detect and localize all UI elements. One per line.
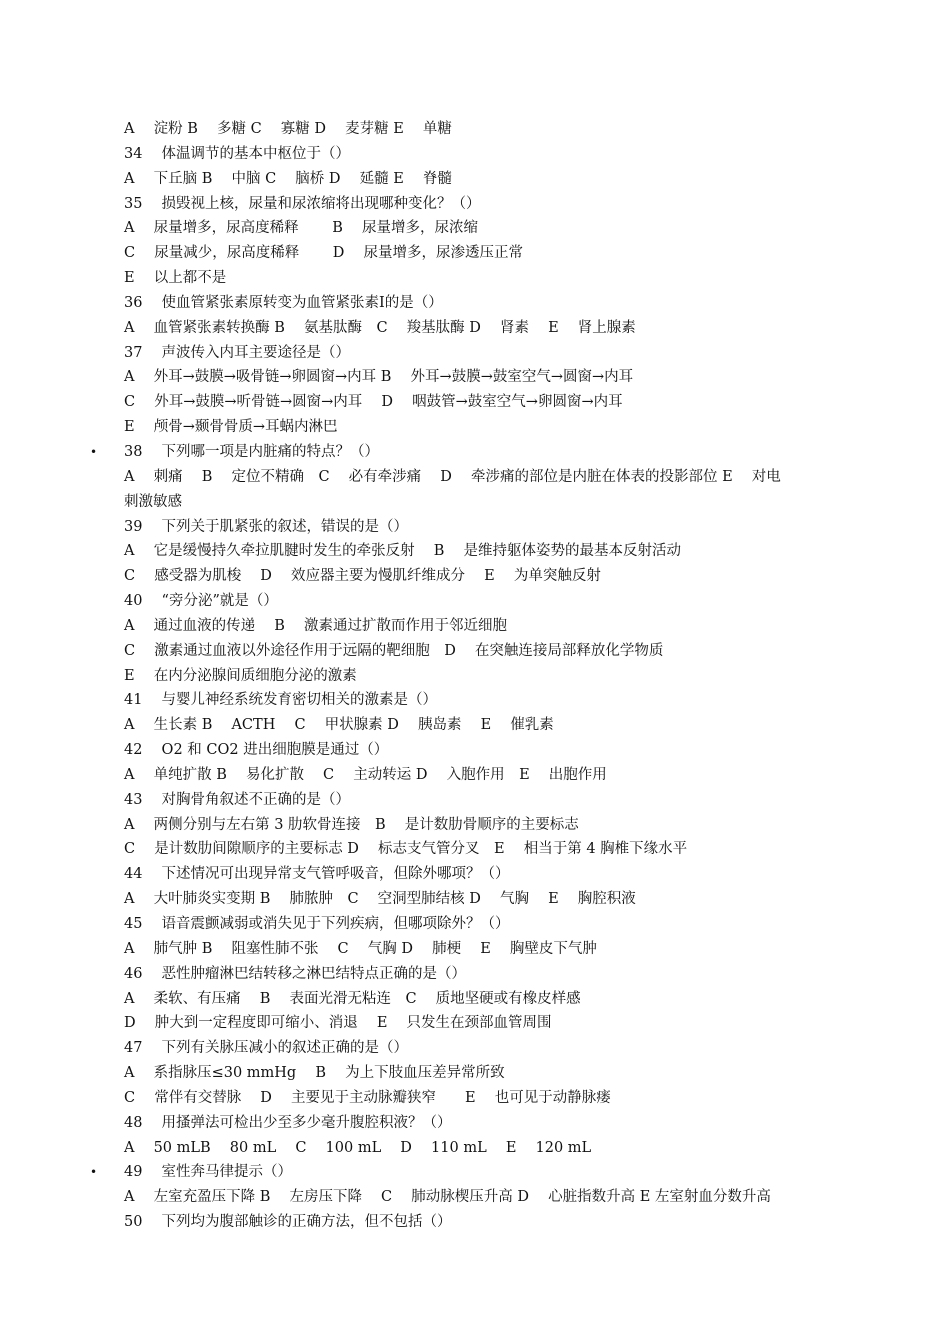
text-line [0,738,950,763]
text-line [0,117,950,142]
text-line [0,266,950,291]
line-text: C 激素通过血液以外途径作用于远隔的靶细胞 D 在突触连接局部释放化学物质 [124,642,664,659]
text-line [0,1111,950,1136]
line-text: A 50 mLB 80 mL C 100 mL D 110 mL E 120 mL [124,1139,592,1156]
line-text: 43 对胸骨角叙述不正确的是（） [124,791,351,808]
line-text: 37 声波传入内耳主要途径是（） [124,344,351,361]
line-text: C 外耳→鼓膜→听骨链→圆窗→内耳 D 咽鼓管→鼓室空气→卵圆窗→内耳 [124,394,623,411]
text-line [0,1061,950,1086]
line-text: A 肺气肿 B 阻塞性肺不张 C 气胸 D 肺梗 E 胸壁皮下气肿 [124,940,597,957]
line-text: 34 体温调节的基本中枢位于（） [124,145,351,162]
line-text: A 两侧分别与左右第 3 肋软骨连接 B 是计数肋骨顺序的主要标志 [124,816,579,833]
text-line [0,763,950,788]
line-text: 47 下列有关脉压减小的叙述正确的是（） [124,1040,409,1057]
line-text: C 尿量减少，尿高度稀释 D 尿量增多，尿渗透压正常 [124,245,524,262]
line-text: A 外耳→鼓膜→吸骨链→卵圆窗→内耳 B 外耳→鼓膜→鼓室空气→圆窗→内耳 [124,369,634,386]
line-text: 刺激敏感 [124,493,182,510]
text-line [0,316,950,341]
line-text: A 它是缓慢持久牵拉肌腱时发生的牵张反射 B 是维持躯体姿势的最基本反射活动 [124,543,681,560]
text-line [0,912,950,937]
line-text: D 肿大到一定程度即可缩小、消退 E 只发生在颈部血管周围 [124,1015,552,1032]
line-text: 50 下列均为腹部触诊的正确方法，但不包括（） [124,1214,452,1231]
text-line [0,490,950,515]
line-text: C 感受器为肌梭 D 效应器主要为慢肌纤维成分 E 为单突触反射 [124,568,601,585]
text-line [0,142,950,167]
line-text: A 生长素 B ACTH C 甲状腺素 D 胰岛素 E 催乳素 [124,717,554,734]
text-line [0,167,950,192]
line-text: 44 下述情况可出现异常支气管呼吸音，但除外哪项？（） [124,866,510,883]
line-text: C 常伴有交替脉 D 主要见于主动脉瓣狭窄 E 也可见于动静脉瘘 [124,1089,611,1106]
line-text: A 左室充盈压下降 B 左房压下降 C 肺动脉楔压升高 D 心脏指数升高 E 左室射血分数升高 [124,1189,771,1206]
text-line [0,515,950,540]
line-text: E 颅骨→颞骨骨质→耳蜗内淋巴 [124,419,338,436]
text-line [0,390,950,415]
line-text: A 系指脉压≤30 mmHg B 为上下肢血压差异常所致 [124,1065,505,1082]
text-line [0,1185,950,1210]
text-line [0,962,950,987]
text-line [0,937,950,962]
text-line [0,539,950,564]
line-text: E 在内分泌腺间质细胞分泌的激素 [124,667,357,684]
line-text: A 下丘脑 B 中脑 C 脑桥 D 延髓 E 脊髓 [124,170,452,187]
text-line [0,1136,950,1161]
text-line [0,1210,950,1235]
text-line [0,589,950,614]
text-line [0,887,950,912]
line-text: 36 使血管紧张素原转变为血管紧张素Ⅰ的是（） [124,294,443,311]
text-line [0,1086,950,1111]
line-text: C 是计数肋间隙顺序的主要标志 D 标志支气管分叉 E 相当于第 4 胸椎下缘水平 [124,841,688,858]
text-line [0,341,950,366]
text-line [0,465,950,490]
line-text: 42 O2 和 CO2 进出细胞膜是通过（） [124,742,389,759]
line-text: A 通过血液的传递 B 激素通过扩散而作用于邻近细胞 [124,617,507,634]
text-line [0,192,950,217]
line-text: A 淀粉 B 多糖 C 寡糖 D 麦芽糖 E 单糖 [124,121,452,137]
text-line [0,1036,950,1061]
line-text: A 柔软、有压痛 B 表面光滑无粘连 C 质地坚硬或有橡皮样感 [124,990,581,1007]
question-text-block [0,117,950,1235]
text-line [0,837,950,862]
text-line [0,688,950,713]
line-text: E 以上都不是 [124,270,227,287]
line-text: 48 用搔弹法可检出少至多少毫升腹腔积液？（） [124,1114,452,1131]
bullet-icon: • [90,444,98,459]
text-line [0,788,950,813]
line-text: 40 “旁分泌”就是（） [124,593,278,610]
text-line [0,664,950,689]
text-line [0,440,950,465]
line-text: 41 与婴儿神经系统发育密切相关的激素是（） [124,692,438,709]
text-line [0,365,950,390]
text-line [0,291,950,316]
line-text: A 刺痛 B 定位不精确 C 必有牵涉痛 D 牵涉痛的部位是内脏在体表的投影部位 E 对电 [124,468,781,485]
line-text: A 单纯扩散 B 易化扩散 C 主动转运 D 入胞作用 E 出胞作用 [124,766,607,783]
text-line [0,813,950,838]
line-text: 46 恶性肿瘤淋巴结转移之淋巴结特点正确的是（） [124,965,467,982]
text-line [0,564,950,589]
text-line [0,415,950,440]
text-line [0,614,950,639]
line-text: 38 下列哪一项是内脏痛的特点？（） [124,443,380,460]
line-text: A 尿量增多，尿高度稀释 B 尿量增多，尿浓缩 [124,220,478,237]
bullet-icon: • [90,1165,98,1180]
text-line [0,639,950,664]
text-line [0,862,950,887]
line-text: A 血管紧张素转换酶 B 氨基肽酶 C 羧基肽酶 D 肾素 E 肾上腺素 [124,319,636,336]
line-text: 49 室性奔马律提示（） [124,1164,293,1181]
text-line [0,1011,950,1036]
line-text: 35 损毁视上核，尿量和尿浓缩将出现哪种变化？（） [124,195,481,212]
text-line [0,216,950,241]
line-text: 39 下列关于肌紧张的叙述，错误的是（） [124,518,409,535]
text-line [0,713,950,738]
text-line [0,987,950,1012]
text-line [0,1160,950,1185]
line-text: A 大叶肺炎实变期 B 肺脓肿 C 空洞型肺结核 D 气胸 E 胸腔积液 [124,891,636,908]
line-text: 45 语音震颤减弱或消失见于下列疾病，但哪项除外？（） [124,916,510,932]
text-line [0,241,950,266]
